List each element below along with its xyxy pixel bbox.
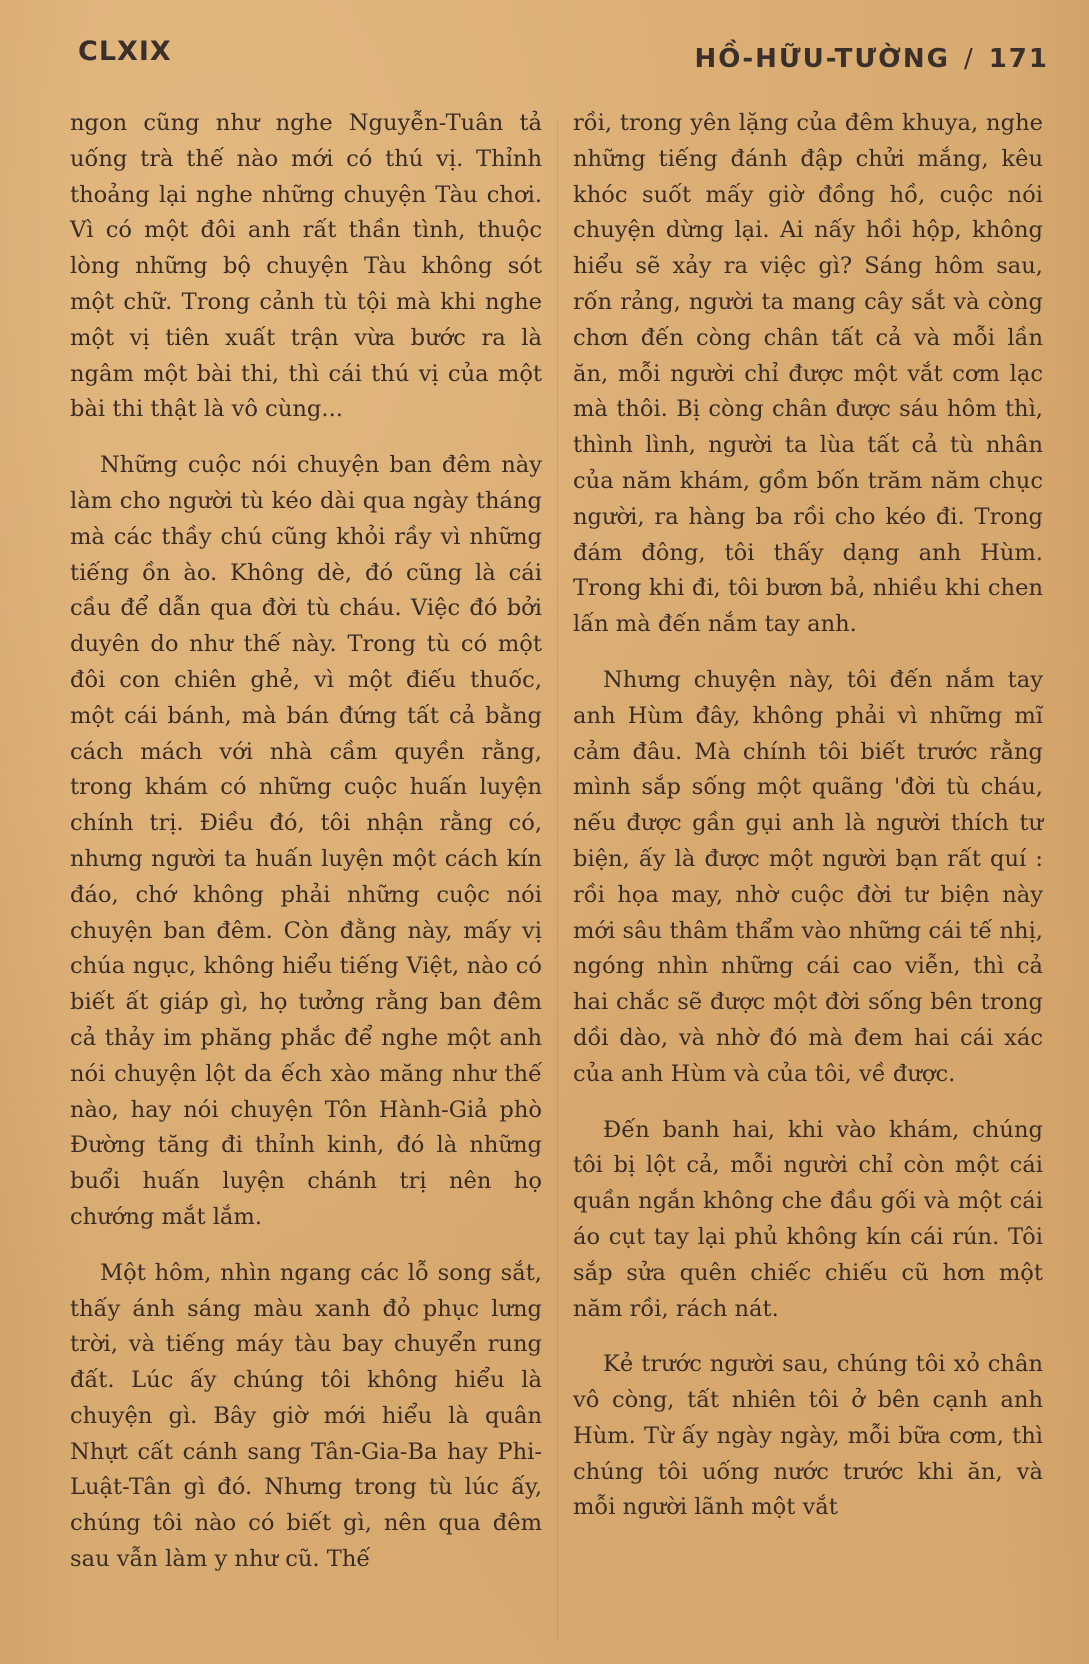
header-separator: / (963, 44, 975, 74)
paragraph: Kẻ trước người sau, chúng tôi xỏ chân vô còng, tất nhiên tôi ở bên cạnh anh Hùm. Từ ấy ngày ngày, mỗi bữa cơm, thì chúng tôi uống nước trước khi ăn, và mỗi người lãnh một vắt (573, 1351, 1043, 1521)
section-numeral: CLXIX (78, 36, 172, 67)
page-header (78, 36, 1049, 80)
left-column (70, 106, 542, 1578)
paragraph: Những cuộc nói chuyện ban đêm này làm cho người tù kéo dài qua ngày tháng mà các thầy chú cũng khỏi rầy vì những tiếng ồn ào. Không dè, đó cũng là cái cầu để dẫn qua đời tù cháu. Việc đó bởi duyên do như thế này. Trong tù có một đôi con chiên ghẻ, vì một điếu thuốc, một cái bánh, mà bán đứng tất cả bằng cách mách với nhà cầm quyền rằng, trong khám có những cuộc huấn luyện chính trị. Điều đó, tôi nhận rằng có, nhưng người ta huấn luyện một cách kín đáo, chớ không phải những cuộc nói chuyện ban đêm. Còn đằng này, mấy vị chúa ngục, không hiểu tiếng Việt, nào có biết ất giáp gì, họ tưởng rằng ban đêm cả thảy im phăng phắc để nghe một anh nói chuyện lột da ếch xào măng như thế nào, hay nói chuyện Tôn Hành-Giả phò Đường tăng đi thỉnh kinh, đó là những buổi huấn luyện chánh trị nên họ chướng mắt lắm. (70, 452, 542, 1230)
author-name: HỒ-HỮU-TƯỜNG (694, 44, 950, 74)
paragraph: Nhưng chuyện này, tôi đến nắm tay anh Hùm đây, không phải vì những mĩ cảm đâu. Mà chính tôi biết trước rằng mình sắp sống một quãng 'đời tù cháu, nếu được gần gụi anh là người thích tư biện, ấy là được một người bạn rất quí : rồi họa may, nhờ cuộc đời tư biện này mới sâu thâm thẩm vào những cái tế nhị, ngóng nhìn những cái cao viễn, thì cả hai chắc sẽ được một đời sống bên trong dồi dào, và nhờ đó mà đem hai cái xác của anh Hùm và của tôi, về được. (573, 666, 1043, 1087)
paragraph: Đến banh hai, khi vào khám, chúng tôi bị lột cả, mỗi người chỉ còn một cái quần ngắn không che đầu gối và một cái áo cụt tay lại phủ không kín cái rún. Tôi sắp sửa quên chiếc chiếu cũ hơn một năm rồi, rách nát. (573, 1116, 1043, 1322)
column-gutter (557, 120, 558, 1640)
paragraph: rồi, trong yên lặng của đêm khuya, nghe những tiếng đánh đập chửi mắng, kêu khóc suốt mấy giờ đồng hồ, cuộc nói chuyện dừng lại. Ai nấy hồi hộp, không hiểu sẽ xảy ra việc gì? Sáng hôm sau, rốn rảng, người ta mang cây sắt và còng chơn đến còng chân tất cả và mỗi lần ăn, mỗi người chỉ được một vắt cơm lạc mà thôi. Bị còng chân được sáu hôm thì, thình lình, người ta lùa tất cả tù nhân của năm khám, gồm bốn trăm năm chục người, ra hàng ba rồi cho kéo đi. Trong đám đông, tôi thấy dạng anh Hùm. Trong khi đi, tôi bươn bả, nhiều khi chen lấn mà đến nắm tay anh. (573, 110, 1043, 638)
right-column (573, 106, 1043, 1526)
page-number: 171 (988, 44, 1049, 74)
running-header (694, 44, 1049, 74)
paragraph: Một hôm, nhìn ngang các lỗ song sắt, thấy ánh sáng màu xanh đỏ phục lưng trời, và tiếng máy tàu bay chuyển rung đất. Lúc ấy chúng tôi không hiểu là chuyện gì. Bây giờ mới hiểu là quân Nhựt cất cánh sang Tân-Gia-Ba hay Phi-Luật-Tân gì đó. Nhưng trong tù lúc ấy, chúng tôi nào có biết gì, nên qua đêm sau vẫn làm y như cũ. Thế (70, 1259, 542, 1573)
paragraph: ngon cũng như nghe Nguyễn-Tuân tả uống trà thế nào mới có thú vị. Thỉnh thoảng lại nghe những chuyện Tàu chơi. Vì có một đôi anh rất thần tình, thuộc lòng những bộ chuyện Tàu không sót một chữ. Trong cảnh tù tội mà khi nghe một vị tiên xuất trận vừa bước ra là ngâm một bài thi, thì cái thú vị của một bài thi thật là vô cùng... (70, 110, 542, 423)
